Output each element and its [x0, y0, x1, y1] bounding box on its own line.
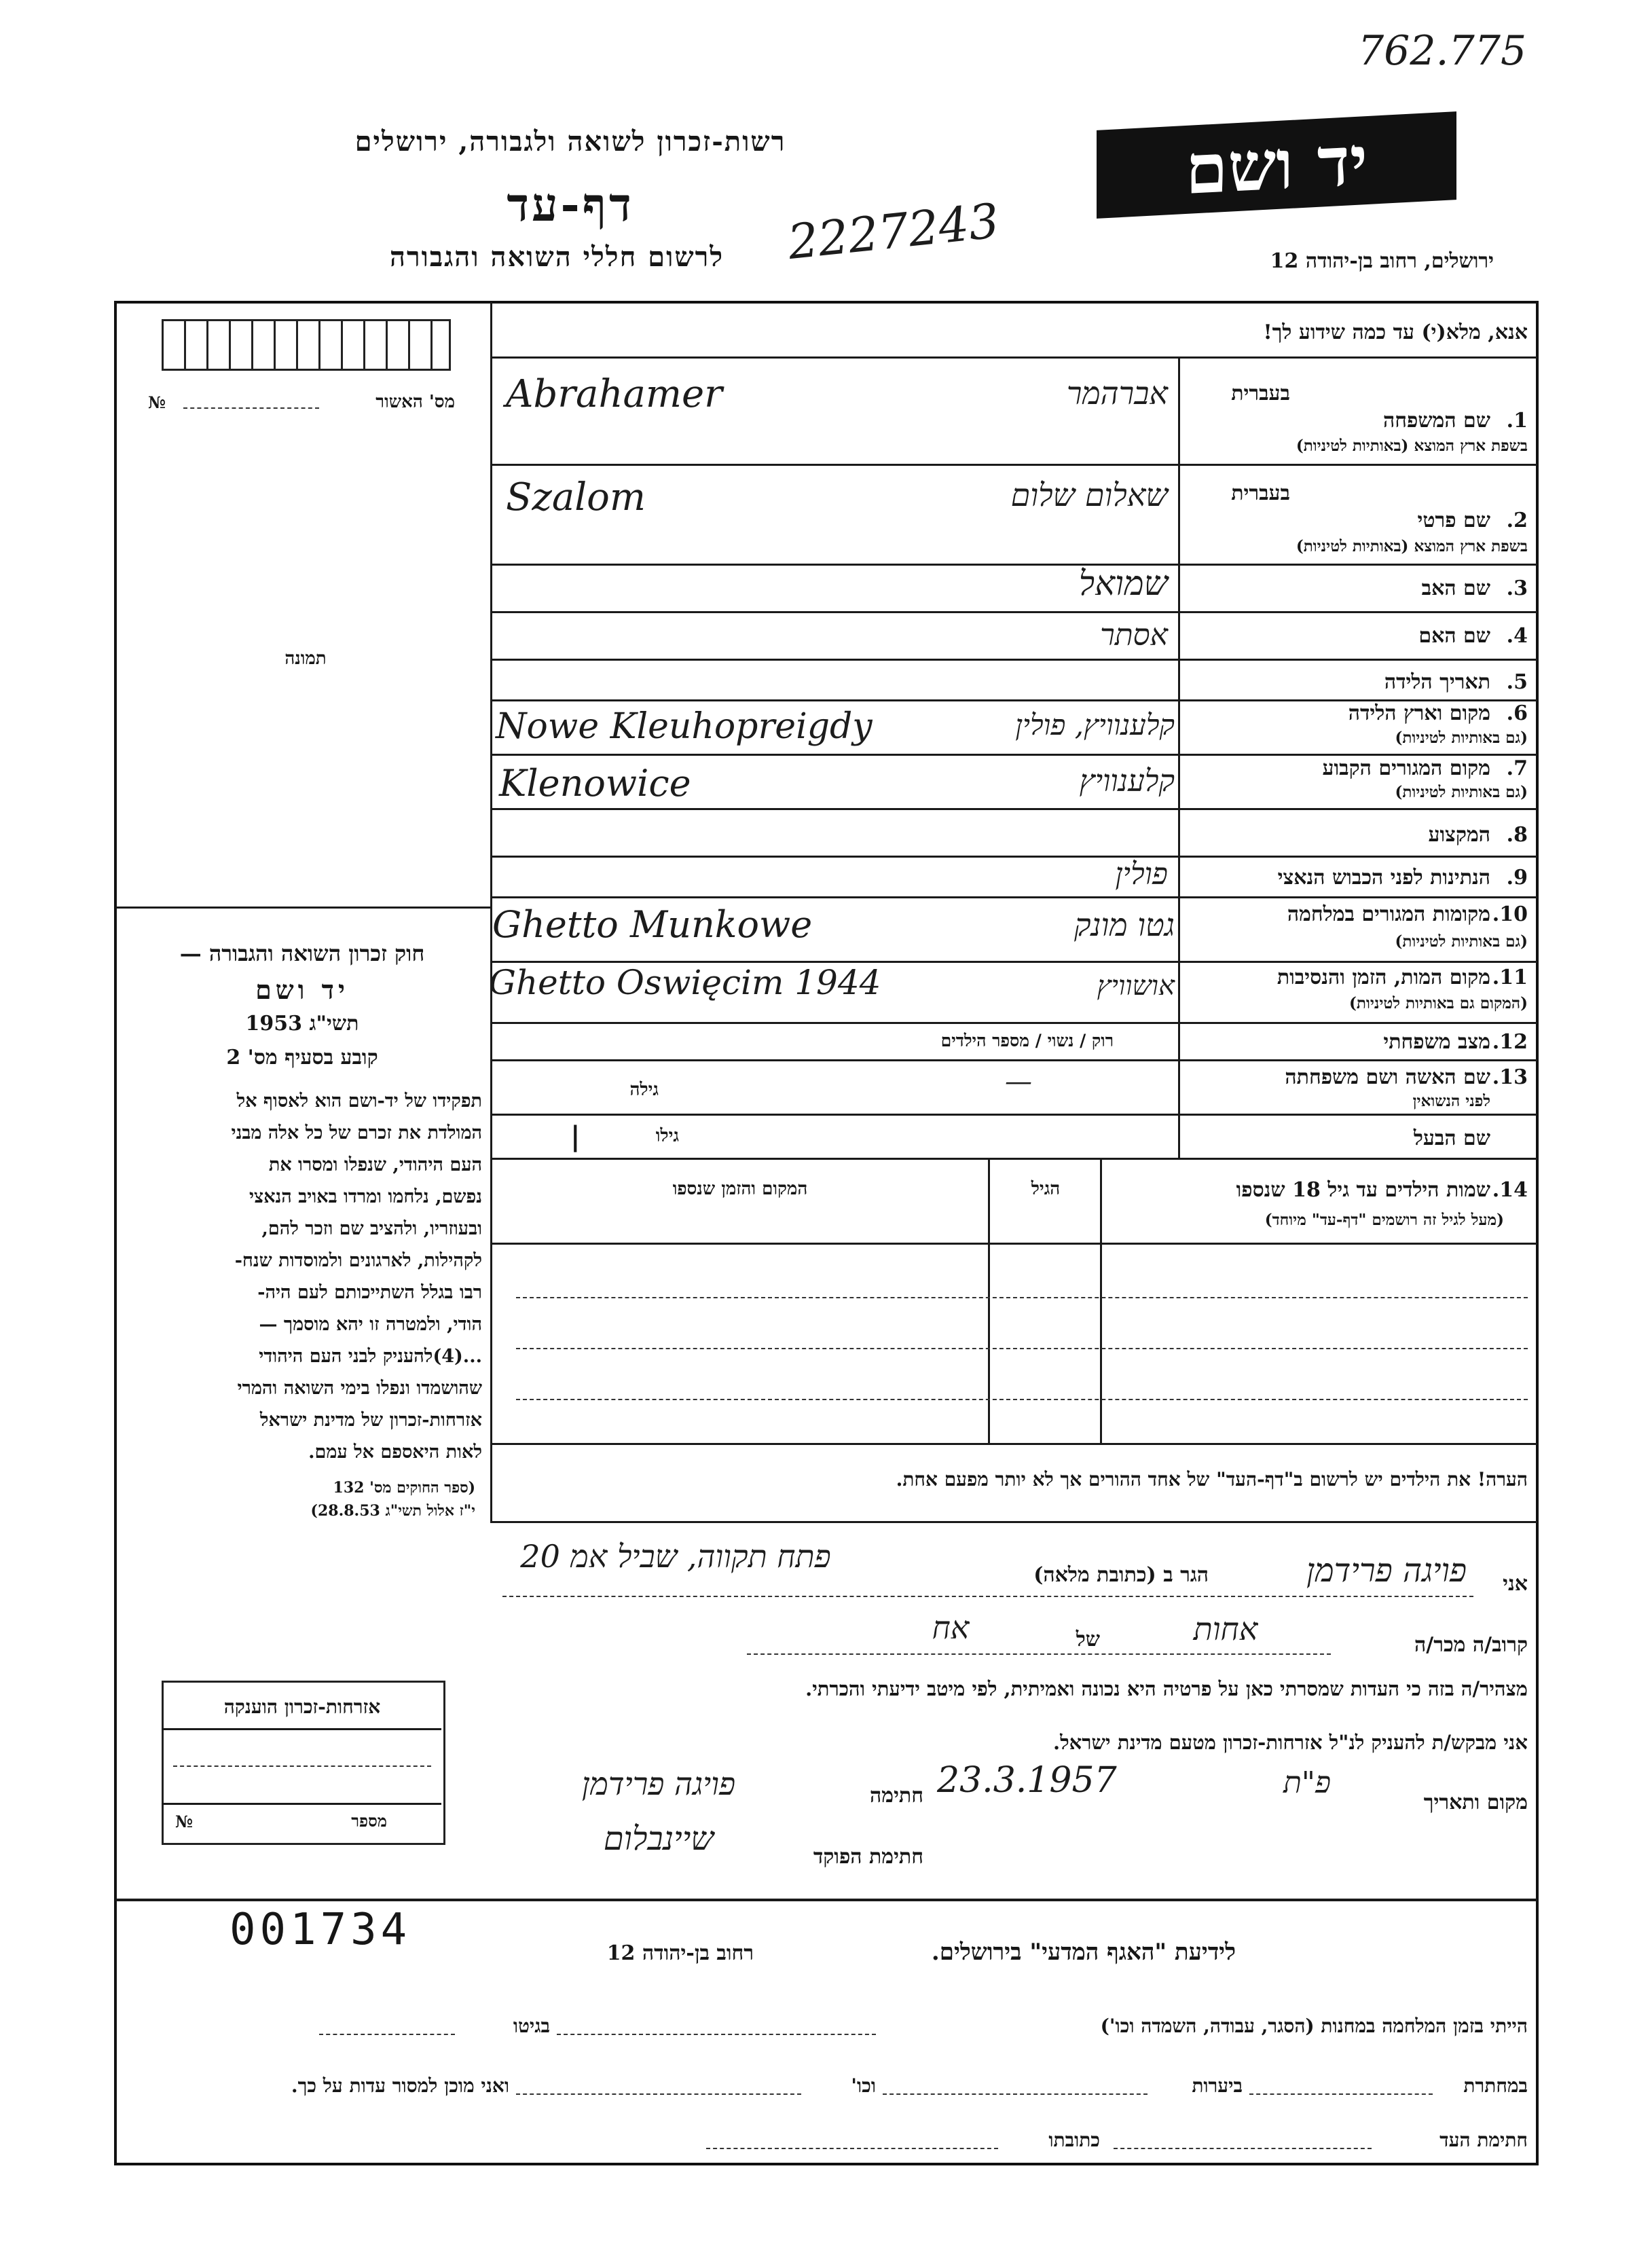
residence-latin[interactable]: Klenowice [499, 762, 691, 805]
law-reference: (ספר החוקים מס' 132 [333, 1479, 475, 1497]
children-row[interactable] [516, 1348, 1528, 1349]
citizenship-box-rule [162, 1803, 441, 1805]
row-rule [490, 1114, 1537, 1116]
decl-signature-value[interactable]: פויגה פרידמן [581, 1765, 736, 1802]
field-number: 8. [1506, 823, 1528, 847]
decl-i-label: אני [1503, 1572, 1528, 1596]
decl-official-label: חתימת הפוקד [813, 1845, 923, 1869]
decl-date-value[interactable]: 23.3.1957 [937, 1760, 1117, 1801]
decl-signature-label: חתימה [870, 1784, 923, 1808]
surname-latin[interactable]: Abrahamer [506, 372, 722, 416]
instruction-rule [490, 356, 1537, 359]
nationality-value[interactable]: פולין [1115, 857, 1168, 892]
husband-age-value[interactable]: | [570, 1120, 581, 1152]
surname-hebrew[interactable]: אברהמר [1066, 375, 1168, 411]
children-row[interactable] [516, 1399, 1528, 1400]
children-row[interactable] [516, 1297, 1528, 1298]
law-text-line: רבו בגלל השתייכותם לעם היה- [257, 1282, 482, 1303]
law-section: קובע בסעיף מס' 2 [226, 1046, 378, 1069]
header-address: ירושלים, רחוב בן-יהודה 12 [1270, 249, 1494, 273]
law-text-line: תפקידו של יד-ושם הוא לאסוף אל [236, 1091, 482, 1112]
field-sub-death: (המקום גם באותיות לטיניות) [1349, 994, 1528, 1012]
bottom-line2-forest[interactable] [883, 2093, 1148, 2095]
law-text-line: הודי, ולמטרה זו יהא מוסמך — [259, 1314, 482, 1335]
decl-official-value[interactable]: שיינבלום [603, 1820, 714, 1858]
children-label: שמות הילדים עד גיל 18 שנספו [1236, 1178, 1490, 1202]
approval-no-symbol: № [148, 392, 166, 412]
field-label-surname: שם המשפחה [1382, 409, 1490, 433]
field-sub-birthplace: (גם באותיות לטיניות) [1395, 729, 1528, 747]
citizenship-box-no: № [175, 1812, 194, 1831]
bottom-line2-c: וכו' [851, 2074, 876, 2097]
field-number: 5. [1506, 670, 1528, 694]
decl-relative-label: קרוב/ה מכר/ה [1414, 1633, 1528, 1657]
field-number: 11. [1492, 966, 1528, 989]
field-number: 2. [1506, 509, 1528, 532]
bottom-serial: 001734 [230, 1905, 411, 1955]
field-label-husband: שם הבעל [1413, 1127, 1490, 1150]
bottom-line2-etc[interactable] [516, 2093, 801, 2095]
note-rule [490, 1521, 1537, 1523]
bottom-notice: לידיעת "האגף המדעי" בירושלים. [931, 1939, 1236, 1966]
instruction: אנא, מלא(י) עד כמה שידוע לך! [1263, 321, 1528, 344]
bottom-line2-b: ביערות [1192, 2074, 1243, 2097]
field-number: 3. [1506, 577, 1528, 600]
row-rule [490, 659, 1537, 661]
bottom-line3-address[interactable] [706, 2148, 998, 2149]
law-year: תשי"ג 1953 [245, 1012, 359, 1036]
law-text-line: ובעוזריו, ולהציב שם וזכר להם, [261, 1218, 482, 1239]
death-place-latin[interactable]: Ghetto Oswięcim 1944 [489, 963, 881, 1002]
decl-resident-label: הגר ב (כתובת מלאה) [1033, 1563, 1209, 1587]
row-rule [490, 1022, 1537, 1024]
bottom-line1-ghetto[interactable] [319, 2034, 455, 2035]
photo-label: תמונה [284, 648, 327, 669]
children-bottom-rule [490, 1443, 1537, 1445]
logo: יד ושם [1097, 111, 1456, 219]
wife-age-value[interactable]: — [1005, 1066, 1032, 1097]
citizenship-box-rule [162, 1728, 441, 1730]
field-label-marital: מצב משפחתי [1383, 1030, 1490, 1054]
decl-statement: מצהיר/ה בזה כי העדות שמסרתי כאן על פרטיה היא נכונה ואמיתית, לפי מיטב ידיעתי והכרתי. [805, 1677, 1528, 1700]
bottom-line3-signature[interactable] [1114, 2148, 1372, 2149]
children-age-divider [988, 1158, 990, 1443]
approval-number-label: מס' האשור [375, 392, 455, 412]
approval-boxes [162, 319, 451, 371]
field-number: 12. [1492, 1030, 1528, 1054]
wartime-residence-latin[interactable]: Ghetto Munkowe [492, 903, 813, 946]
field-label-death: מקום המות, הזמן והנסיבות [1277, 966, 1490, 989]
bottom-address: רחוב בן-יהודה 12 [606, 1941, 754, 1965]
authority-name: רשות-זכרון לשואה ולגבורה, ירושלים [354, 126, 786, 158]
marital-options: רוק / נשוי / מספר הילדים [940, 1031, 1114, 1050]
husband-age-label: גילו [655, 1126, 679, 1146]
form-subtitle: לרשום חללי השואה והגבורה [389, 241, 724, 273]
field-sub-firstname: בשפת ארץ המוצא (באותיות לטיניות) [1296, 537, 1528, 555]
law-text-line: לאות היאספם אל עמם. [308, 1442, 482, 1463]
law-text-line: נפשם, נלחמו ומרדו באויב הנאצי [249, 1186, 482, 1207]
firstname-latin[interactable]: Szalom [506, 475, 646, 519]
field-number: 4. [1506, 624, 1528, 648]
law-text-line: לקהילות, לארגונים ולמוסדות שנח- [234, 1250, 482, 1271]
decl-line [502, 1596, 1473, 1597]
bottom-line1-b: בגיטו [513, 2015, 550, 2037]
decl-place-value[interactable]: פ"ת [1283, 1765, 1332, 1800]
approval-number-field[interactable] [183, 407, 319, 409]
law-text-line: אזרחות-זכרון של מדינת ישראל [259, 1410, 482, 1431]
field-label-birthplace: מקום וארץ הלידה [1348, 701, 1490, 725]
field-label-father: שם האב [1421, 577, 1490, 600]
children-sub: (מעל לגיל זה רושמים "דף-עד" מיוחד) [1264, 1211, 1504, 1229]
decl-resident-value[interactable]: פתח תקווה, שביל אמ 20 [520, 1538, 831, 1575]
citizenship-box-line[interactable] [173, 1765, 431, 1767]
row-rule [490, 1158, 1537, 1160]
children-divider [1100, 1158, 1102, 1443]
row-rule [490, 808, 1537, 810]
row-rule [490, 464, 1537, 466]
field-label-occupation: המקצוע [1428, 823, 1490, 847]
decl-i-value[interactable]: פויגה פרידמן [1306, 1552, 1467, 1590]
decl-of-label: של [1076, 1628, 1100, 1651]
field-number: 13. [1492, 1065, 1528, 1089]
row-rule [490, 754, 1537, 756]
death-place-hebrew[interactable]: אושוויץ [1097, 970, 1175, 1002]
field-sub-residence: (גם באותיות לטיניות) [1395, 783, 1528, 801]
field-label-nationality: הנתינות לפני הכבוש הנאצי [1277, 866, 1490, 890]
archive-number: 762.775 [1358, 27, 1527, 75]
law-text-line: המולדת את זכרם של כל אלה מבני [231, 1122, 482, 1143]
wife-age-label: גילה [629, 1080, 659, 1100]
law-title: חוק זכרון השואה והגבורה — [179, 940, 425, 966]
note: הערה! את הילדים יש לרשום ב"דף-העד" של אחד ההורים אך לא יותר מפעם אחת. [896, 1468, 1528, 1490]
birthplace-latin[interactable]: Nowe Kleuhopreigdy [496, 706, 873, 747]
bottom-line2-d: ואני מוכן למסור עדות על כך. [291, 2074, 509, 2097]
children-col-age: הגיל [1031, 1179, 1061, 1199]
hebrew-tag: בעברית [1231, 481, 1290, 505]
field-number: 10. [1492, 902, 1528, 926]
decl-request: אני מבקש/ת להעניק לנ"ל אזרחות-זכרון מטעם מדינת ישראל. [1052, 1731, 1528, 1754]
bottom-rule [115, 1899, 1537, 1901]
form-title: דף-עד [507, 178, 634, 232]
law-text-block [124, 1085, 482, 1468]
law-name: יד ושם [255, 974, 349, 1005]
field-label-birthdate: תאריך הלידה [1384, 670, 1490, 694]
field-label-wife: שם האשה ושם משפחתה [1285, 1065, 1490, 1089]
stamp-number: 2227243 [785, 192, 1002, 271]
field-sub-wife: לפני הנשואין [1412, 1092, 1490, 1110]
hebrew-tag: בעברית [1231, 382, 1290, 405]
law-text-line: ...(4)להעניק לבני העם היהודי [259, 1346, 482, 1367]
children-header-rule [490, 1243, 1537, 1245]
field-number: 6. [1506, 701, 1528, 725]
law-text-line: שהושמדו ונפלו בימי השואה והמרי [237, 1378, 482, 1399]
decl-of-value[interactable]: אח [932, 1609, 970, 1646]
row-rule [490, 896, 1537, 898]
field-number: 9. [1506, 866, 1528, 890]
bottom-line2-field[interactable] [1249, 2093, 1433, 2095]
law-date: י"ז אלול תשי"ג 28.8.53) [310, 1502, 475, 1520]
citizenship-box-number: מספר [351, 1811, 387, 1831]
residence-hebrew[interactable]: קלענוויץ [1079, 764, 1175, 799]
birthplace-hebrew[interactable]: קלענוויץ, פולין [1015, 708, 1175, 742]
field-label-residence: מקום המגורים הקבוע [1322, 756, 1490, 780]
citizenship-box-title: אזרחות-זכרון הוענקה [223, 1696, 381, 1718]
mother-name[interactable]: אסתר [1100, 618, 1168, 653]
labels-divider [1178, 356, 1180, 1158]
field-sub-surname: בשפת ארץ המוצא (באותיות לטיניות) [1296, 437, 1528, 455]
photo-area-bottom [115, 907, 490, 909]
bottom-line1-field[interactable] [557, 2034, 876, 2035]
bottom-line3-b: כתובתו [1048, 2129, 1100, 2151]
bottom-line2-a: במחתרת [1463, 2074, 1528, 2097]
children-number: 14. [1492, 1178, 1528, 1202]
field-label-mother: שם האם [1418, 624, 1490, 648]
field-label-wartime-residence: מקומות המגורים במלחמה [1287, 902, 1490, 926]
bottom-line1-a: הייתי בזמן המלחמה במחנות (הסגר, עבודה, השמדה וכו') [1100, 2015, 1528, 2037]
bottom-line3-a: חתימת העד [1439, 2129, 1528, 2151]
field-number: 7. [1506, 756, 1528, 780]
field-label-firstname: שם פרטי [1417, 509, 1490, 532]
decl-relative-value[interactable]: אחות [1193, 1611, 1258, 1647]
decl-line [747, 1653, 1331, 1655]
wartime-residence-hebrew[interactable]: גטו מונק [1074, 907, 1175, 943]
field-sub-wartime-residence: (גם באותיות לטיניות) [1395, 932, 1528, 951]
field-number: 1. [1506, 409, 1528, 433]
father-name[interactable]: שמואל [1078, 564, 1168, 603]
firstname-hebrew[interactable]: שאלום שלום [1010, 477, 1168, 513]
row-rule [490, 1059, 1537, 1061]
row-rule [490, 611, 1537, 613]
law-text-line: העם היהודי, שנפלו ומסרו את [268, 1154, 482, 1175]
children-col-place: המקום והזמן שנספו [672, 1179, 808, 1199]
decl-place-date-label: מקום ותאריך [1423, 1791, 1528, 1814]
